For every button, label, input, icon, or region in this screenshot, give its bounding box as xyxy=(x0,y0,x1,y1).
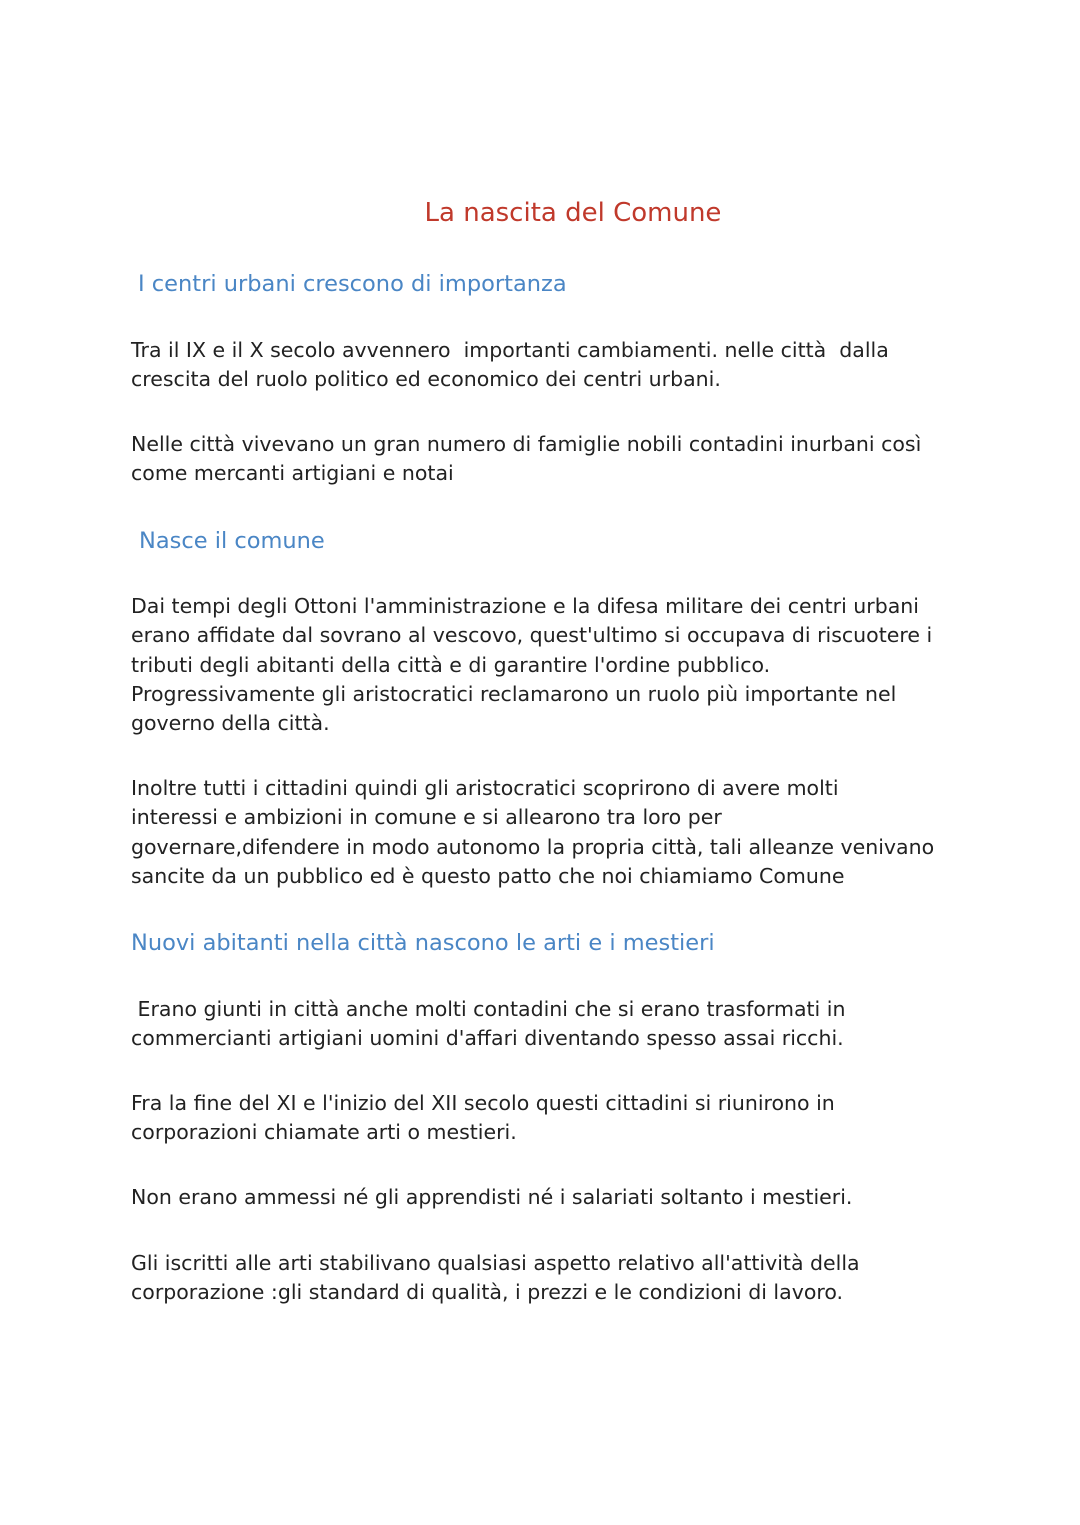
text-line: corporazione :gli standard di qualità, i prezzi e le condizioni di lavoro. xyxy=(131,1280,844,1305)
text-line: Erano giunti in città anche molti contadini che si erano trasformati in xyxy=(131,997,846,1021)
text-line: come mercanti artigiani e notai xyxy=(131,461,454,486)
paragraph xyxy=(131,1183,971,1212)
text-line: erano affidate dal sovrano al vescovo, quest'ultimo si occupava di riscuotere i xyxy=(131,623,933,648)
text-line: interessi e ambizioni in comune e si allearono tra loro per xyxy=(131,805,722,830)
section-heading-centri-urbani: I centri urbani crescono di importanza xyxy=(138,271,567,297)
text-line: Inoltre tutti i cittadini quindi gli aristocratici scoprirono di avere molti xyxy=(131,776,839,800)
section-heading-arti-mestieri: Nuovi abitanti nella città nascono le arti e i mestieri xyxy=(131,930,715,956)
text-line: governo della città. xyxy=(131,711,330,736)
text-line: Non erano ammessi né gli apprendisti né i salariati soltanto i mestieri. xyxy=(131,1185,853,1209)
text-line: crescita del ruolo politico ed economico dei centri urbani. xyxy=(131,367,721,392)
text-line: sancite da un pubblico ed è questo patto che noi chiamiamo Comune xyxy=(131,863,845,888)
paragraph xyxy=(131,1089,971,1148)
text-line: Nelle città vivevano un gran numero di famiglie nobili contadini inurbani così xyxy=(131,432,922,456)
text-line: Fra la fine del XI e l'inizio del XII secolo questi cittadini si riunirono in xyxy=(131,1091,835,1115)
section-heading-nasce-comune: Nasce il comune xyxy=(139,528,325,554)
text-line: Gli iscritti alle arti stabilivano qualsiasi aspetto relativo all'attività della xyxy=(131,1251,860,1275)
paragraph xyxy=(131,336,971,395)
paragraph xyxy=(131,995,971,1054)
text-line: governare,difendere in modo autonomo la propria città, tali alleanze venivano xyxy=(131,834,935,859)
text-line: commercianti artigiani uomini d'affari diventando spesso assai ricchi. xyxy=(131,1026,844,1051)
paragraph xyxy=(131,592,971,738)
page-title: La nascita del Comune xyxy=(424,198,722,228)
text-line: Progressivamente gli aristocratici reclamarono un ruolo più importante nel xyxy=(131,681,897,706)
text-line: tributi degli abitanti della città e di garantire l'ordine pubblico. xyxy=(131,652,771,677)
paragraph xyxy=(131,430,971,489)
text-line: corporazioni chiamate arti o mestieri. xyxy=(131,1120,517,1145)
text-line: Tra il IX e il X secolo avvennero importanti cambiamenti. nelle città dalla xyxy=(131,338,889,362)
paragraph xyxy=(131,774,971,891)
paragraph xyxy=(131,1249,971,1308)
text-line: Dai tempi degli Ottoni l'amministrazione e la difesa militare dei centri urbani xyxy=(131,594,919,618)
